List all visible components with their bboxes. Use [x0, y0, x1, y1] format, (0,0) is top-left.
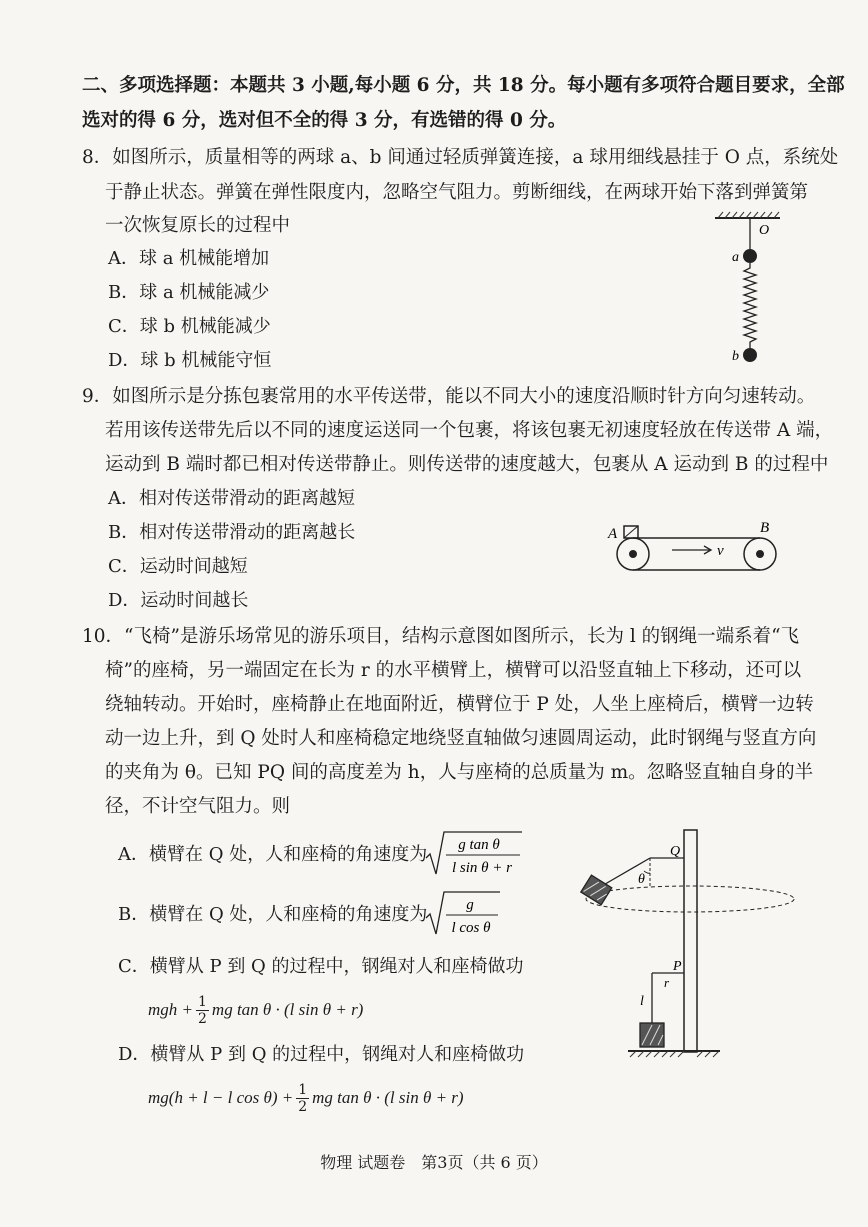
q9-option-a: A．相对传送带滑动的距离越短: [108, 488, 355, 509]
q9-option-d: D．运动时间越长: [108, 590, 249, 611]
label-p: P: [673, 959, 682, 974]
seat-ground: [640, 1023, 664, 1047]
label-theta: θ: [638, 872, 645, 887]
pulley-left-axle: [629, 550, 637, 558]
formula-denominator: l cos θ: [451, 920, 491, 936]
spring: [744, 263, 756, 348]
page-footer: 物理 试题卷 第3页（共 6 页）: [320, 1153, 548, 1172]
angle-arc: [644, 871, 650, 873]
half-fraction: [296, 1082, 309, 1115]
half-fraction: [196, 994, 209, 1027]
label-q: Q: [670, 844, 681, 859]
q10-stem-line4: 动一边上升，到 Q 处时人和座椅稳定地绕竖直轴做匀速圆周运动，此时钢绳与竖直方向: [105, 728, 817, 749]
section-heading-line2: 选对的得 6 分，选对但不全的得 3 分，有选错的得 0 分。: [82, 110, 567, 131]
formula-numerator: g: [466, 897, 474, 913]
q10-flying-chair-figure: [570, 825, 800, 1060]
section-heading-line1: 二、多项选择题：本题共 3 小题,每小题 6 分，共 18 分。每小题有多项符合题目要求，全部: [82, 75, 845, 96]
q10-option-d-expression: [148, 1078, 464, 1118]
ball-b: [743, 348, 757, 362]
q9-stem-line1: 9．如图所示是分拣包裹常用的水平传送带，能以不同大小的速度沿顺时针方向匀速转动。: [82, 386, 816, 407]
q9-option-c: C．运动时间越短: [108, 556, 248, 577]
half-denominator: 2: [298, 1098, 308, 1115]
q9-stem-line3: 运动到 B 端时都已相对传送带静止。则传送带的速度越大，包裹从 A 运动到 B 的过程中: [105, 454, 829, 475]
expr-suffix: mg tan θ · (l sin θ + r): [211, 1000, 364, 1019]
q10-option-b: B．横臂在 Q 处，人和座椅的角速度为: [118, 904, 428, 925]
q8-spring-figure: [710, 208, 790, 373]
label-b: B: [760, 520, 770, 536]
q8-option-a: A．球 a 机械能增加: [108, 248, 270, 269]
q8-stem-line2: 于静止状态。弹簧在弹性限度内，忽略空气阻力。剪断细线，在两球开始下落到弹簧第: [105, 182, 809, 203]
q9-conveyor-figure: [600, 512, 790, 580]
expr-prefix: mg(h + l − l cos θ) +: [148, 1088, 294, 1107]
label-o: O: [759, 223, 770, 238]
q8-option-b: B．球 a 机械能减少: [108, 282, 270, 303]
half-numerator: 1: [298, 1081, 308, 1098]
q10-option-a-formula: [424, 828, 524, 880]
label-r: r: [664, 975, 670, 990]
q8-option-d: D．球 b 机械能守恒: [108, 350, 272, 371]
seat-tilted: [581, 875, 612, 905]
formula-numerator: g tan θ: [458, 837, 500, 853]
expr-prefix: mgh +: [148, 1000, 193, 1019]
q10-stem-line1: 10．“飞椅”是游乐场常见的游乐项目，结构示意图如图所示，长为 l 的钢绳一端系着“飞: [82, 626, 800, 647]
q10-option-c: C．横臂从 P 到 Q 的过程中，钢绳对人和座椅做功: [118, 956, 524, 977]
q10-stem-line5: 的夹角为 θ。已知 PQ 间的高度差为 h，人与座椅的总质量为 m。忽略竖直轴自身的半: [105, 762, 814, 783]
half-denominator: 2: [198, 1010, 207, 1027]
label-a: A: [608, 526, 618, 542]
q9-stem-line2: 若用该传送带先后以不同的速度运送同一个包裹，将该包裹无初速度轻放在传送带 A 端，: [105, 420, 834, 441]
formula-denominator: l sin θ + r: [452, 860, 512, 876]
q10-option-a: A．横臂在 Q 处，人和座椅的角速度为: [118, 844, 428, 865]
package-hatch: [624, 526, 638, 538]
half-numerator: 1: [198, 993, 207, 1010]
q10-option-b-formula: [424, 888, 504, 940]
q10-stem-line6: 径，不计空气阻力。则: [105, 796, 291, 817]
label-b: b: [732, 349, 739, 364]
q10-option-d: D．横臂从 P 到 Q 的过程中，钢绳对人和座椅做功: [118, 1044, 525, 1065]
expr-suffix: mg tan θ · (l sin θ + r): [312, 1088, 464, 1107]
q8-stem-line1: 8．如图所示，质量相等的两球 a、b 间通过轻质弹簧连接，a 球用细线悬挂于 O 点，系统处: [82, 147, 839, 168]
q8-stem-line3: 一次恢复原长的过程中: [105, 215, 291, 236]
q10-stem-line2: 椅”的座椅，另一端固定在长为 r 的水平横臂上，横臂可以沿竖直轴上下移动，还可以: [105, 660, 802, 681]
ball-a: [743, 249, 757, 263]
vertical-pole: [684, 830, 697, 1052]
q10-stem-line3: 绕轴转动。开始时，座椅静止在地面附近，横臂位于 P 处，人坐上座椅后，横臂一边转: [105, 694, 814, 715]
label-l: l: [640, 994, 644, 1009]
pulley-right-axle: [756, 550, 764, 558]
q10-option-c-expression: [148, 990, 363, 1030]
q9-option-b: B．相对传送带滑动的距离越长: [108, 522, 356, 543]
q8-option-c: C．球 b 机械能减少: [108, 316, 271, 337]
label-a: a: [732, 250, 739, 265]
label-v: v: [717, 543, 724, 559]
